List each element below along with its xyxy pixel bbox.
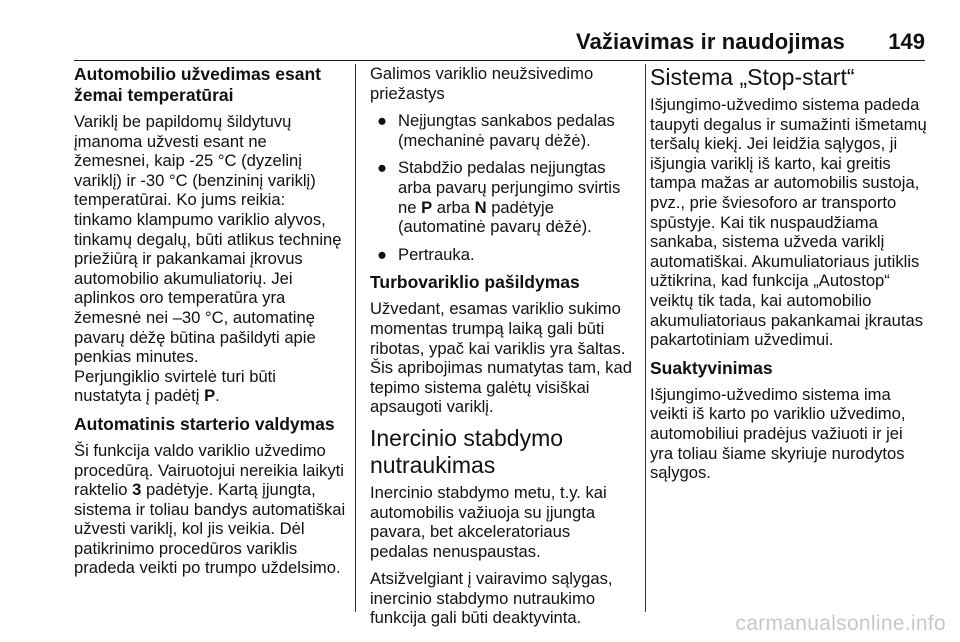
bullet-icon: ● bbox=[377, 111, 388, 131]
paragraph-stop-start: Išjungimo-užvedimo sistema padeda taupyti degalus ir sumažinti išmetamų teršalų kiekį. Jei leidžia sąlygos, ji išjungia variklį iš karto, kai greitis tampa mažas ar automobilis sustoja, pvz., prie šviesoforo ar transporto spūstyje. Kai tik nuspaudžiama sankaba, sistema užveda variklį automatiškai. Akumuliatoriaus jutiklis užtikrina, kad funkcija „Autostop“ veiktų tik tada, kai automobilio akumuliatoriaus pakankamai įkrautas pakartotiniam užvedimui. bbox=[650, 95, 927, 350]
list-item bbox=[370, 245, 632, 265]
text: padėtyje. Kartą įjungta, sistema ir toliau bandys automatiškai užvesti variklį, kol jis veikia. Dėl patikrinimo procedūros variklis pradeda veikti po trumpo uždelsimo. bbox=[74, 480, 346, 578]
bullet-icon: ● bbox=[377, 158, 388, 178]
text: padėtyje (automatinė pavarų dėžė). bbox=[398, 197, 592, 237]
paragraph-failure-reasons: Galimos variklio neužsivedimo priežastys bbox=[370, 64, 594, 103]
watermark: carmanualsonline.info bbox=[735, 612, 946, 635]
failure-reasons-list bbox=[370, 111, 632, 264]
paragraph-selector-lever bbox=[74, 367, 346, 406]
paragraph-turbo-warmup: Užvedant, esamas variklio sukimo momentas trumpą laiką gali būti ribotas, ypač kai variklis yra šaltas. Šis apribojimas numatytas tam, kad tepimo sistema galėtų visiškai apsaugoti variklį. bbox=[370, 299, 632, 417]
position-p-label: P bbox=[421, 197, 433, 217]
page-header bbox=[74, 26, 925, 61]
heading-cold-start: Automobilio užvedimas esant žemai temperatūrai bbox=[74, 64, 321, 105]
text: Stabdžio pedalas neįjungtas arba pavarų perjungimo svirtis ne bbox=[398, 158, 621, 217]
paragraph-cold-start: Variklį be papildomų šildytuvų įmanoma užvesti esant ne žemesnei, kaip -25 °C (dyzelinį variklį) ir -30 °C (benzininį variklį) temperatūrai. Ko jums reikia: tinkamo klampumo variklio alyvos, tinkamų degalų, būti atlikus techninę priežiūrą ir pakankamai įkrovus automobilio akumuliatorių. Jei aplinkos oro temperatūra yra žemesnė nei –30 °C, automatinę pavarų dėžę būtina pašildyti apie penkias minutes. bbox=[74, 112, 342, 367]
paragraph-auto-starter bbox=[74, 441, 346, 578]
column-right bbox=[650, 64, 930, 491]
text: . bbox=[215, 386, 220, 406]
text: Perjungiklio svirtelė turi būti nustatyta į padėtį bbox=[74, 366, 276, 406]
paragraph-inertia-1: Inercinio stabdymo metu, t.y. kai automobilis važiuoja su įjungta pavara, bet akceleratoriaus pedalas nenuspaustas. bbox=[370, 482, 607, 561]
column-left bbox=[74, 64, 346, 586]
list-item-text: Neįjungtas sankabos pedalas (mechaninė pavarų dėžė). bbox=[398, 111, 615, 150]
page-number: 149 bbox=[888, 29, 925, 54]
text: Ši funkcija valdo variklio užvedimo procedūrą. Vairuotojui nereikia laikyti raktelio bbox=[74, 440, 344, 500]
column-divider-left bbox=[355, 64, 356, 612]
position-p-label: P bbox=[204, 386, 216, 406]
paragraph-activation: Išjungimo-užvedimo sistema ima veikti iš karto po variklio užvedimo, automobiliui pradėjus važiuoti ir jei yra toliau šiame skyriuje nurodytos sąlygos. bbox=[650, 384, 906, 483]
position-n-label: N bbox=[474, 197, 487, 217]
list-item bbox=[370, 158, 632, 236]
heading-auto-starter: Automatinis starterio valdymas bbox=[74, 413, 335, 434]
key-position-label: 3 bbox=[132, 480, 142, 500]
heading-stop-start: Sistema „Stop-start“ bbox=[650, 64, 855, 90]
heading-inertia-braking: Inercinio stabdymo nutraukimas bbox=[370, 424, 564, 478]
paragraph-inertia-2: Atsižvelgiant į vairavimo sąlygas, inercinio stabdymo nutraukimo funkcija gali būti deaktyvinta. bbox=[370, 569, 613, 628]
chapter-title: Važiavimas ir naudojimas bbox=[576, 29, 845, 54]
column-divider-right bbox=[645, 64, 646, 612]
list-item bbox=[370, 111, 632, 150]
column-middle bbox=[370, 64, 632, 636]
bullet-icon: ● bbox=[377, 244, 388, 264]
list-item-text: Pertrauka. bbox=[398, 244, 475, 264]
heading-turbo-warmup: Turbovariklio pašildymas bbox=[370, 272, 580, 293]
heading-activation: Suaktyvinimas bbox=[650, 357, 773, 378]
text: arba bbox=[432, 197, 475, 217]
